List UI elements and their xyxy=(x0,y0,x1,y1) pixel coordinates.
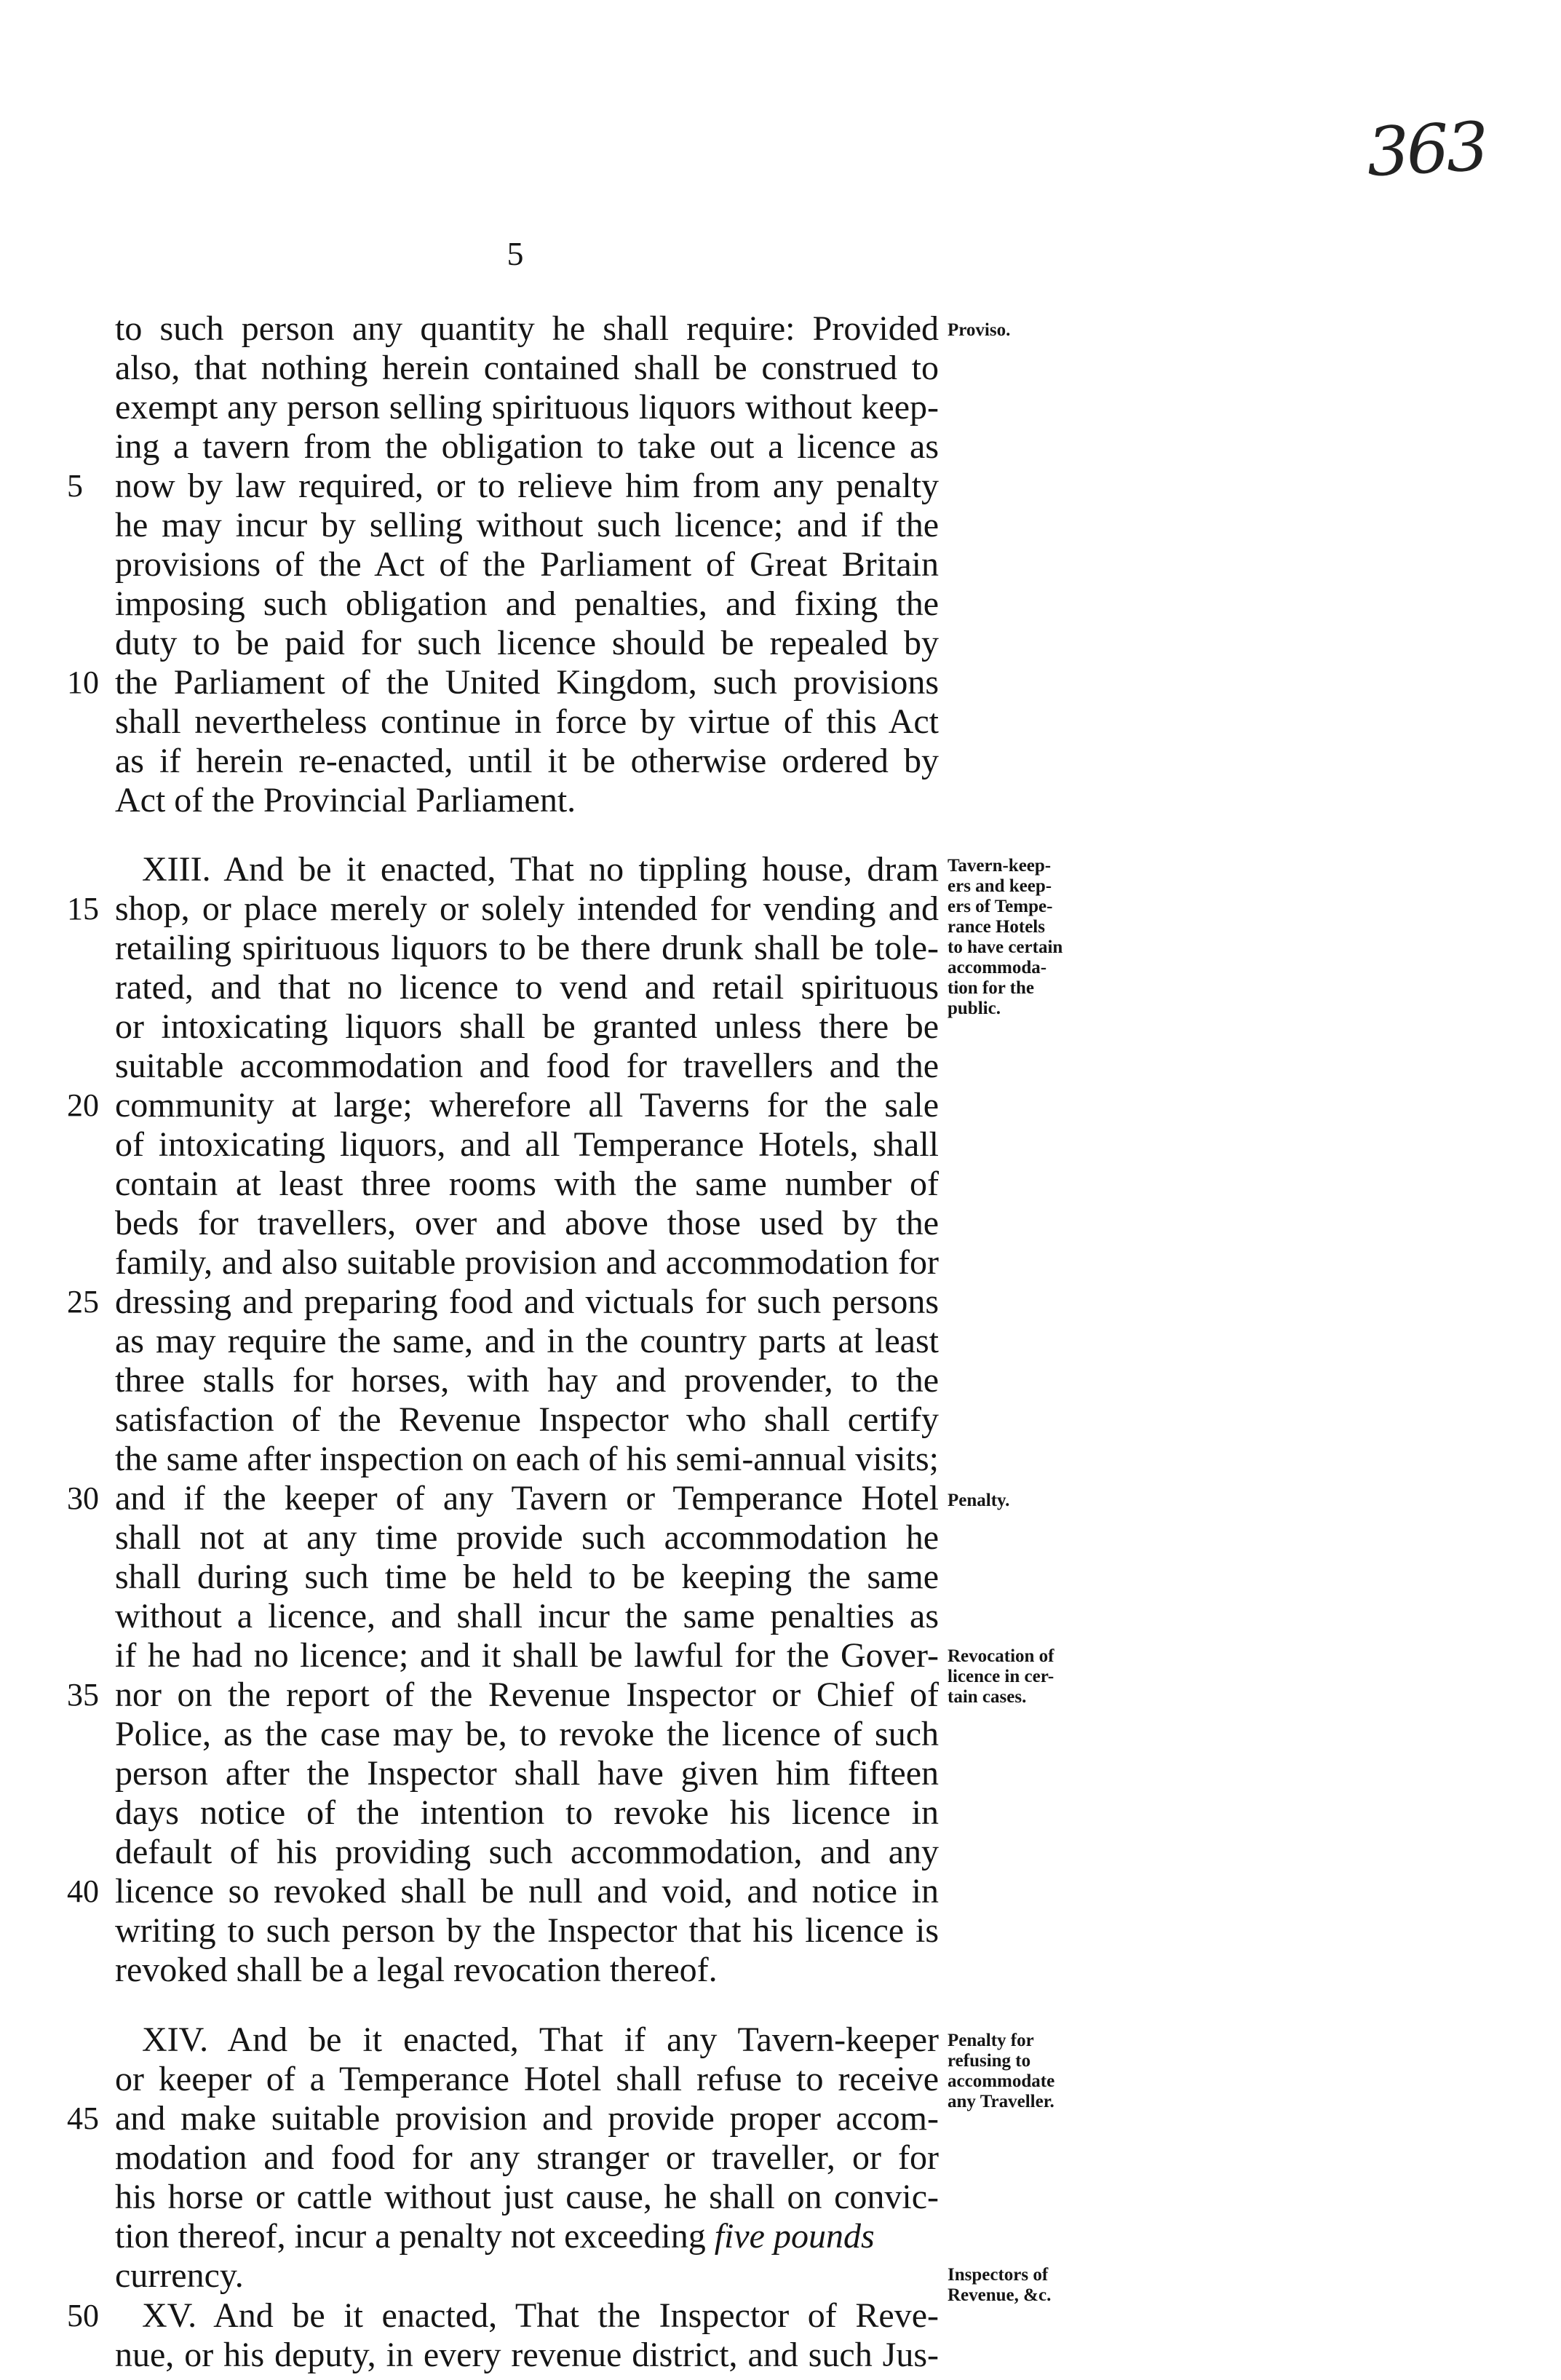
margin-note-line: public. xyxy=(948,999,1001,1018)
text-line: and make suitable provision and provide proper accom- xyxy=(115,2099,939,2138)
text-line: the same after inspection on each of his semi-annual visits; xyxy=(115,1440,939,1478)
margin-note-line: ers and keep- xyxy=(948,876,1052,896)
text-line: suitable accommodation and food for travellers and the xyxy=(115,1047,939,1085)
text-line: dressing and preparing food and victuals for such persons xyxy=(115,1282,939,1321)
text-line: licence so revoked shall be null and void, and notice in xyxy=(115,1872,939,1911)
margin-note-proviso xyxy=(948,320,1093,341)
text-line: provisions of the Act of the Parliament of Great Britain xyxy=(115,545,939,584)
page-number: 5 xyxy=(507,235,524,272)
section-heading-line: XIII. And be it enacted, That no tippling house, dram xyxy=(142,850,939,889)
text-line: default of his providing such accommodation, and any xyxy=(115,1833,939,1871)
line-number: 50 xyxy=(67,2298,99,2333)
line-number: 35 xyxy=(67,1677,99,1713)
line-number: 15 xyxy=(67,891,99,927)
text-line: now by law required, or to relieve him from any penalty xyxy=(115,467,939,505)
margin-note-line: to have certain xyxy=(948,937,1063,957)
margin-note-line: ers of Tempe- xyxy=(948,897,1053,916)
line-number: 5 xyxy=(67,468,83,504)
text-line: days notice of the intention to revoke his licence in xyxy=(115,1793,939,1832)
margin-note-line: Proviso. xyxy=(948,320,1011,340)
text-line: rated, and that no licence to vend and retail spirituous xyxy=(115,968,939,1007)
text-line: of intoxicating liquors, and all Temperance Hotels, shall xyxy=(115,1125,939,1164)
margin-note-line: Tavern-keep- xyxy=(948,856,1052,876)
line-number: 40 xyxy=(67,1873,99,1909)
text-line: Act of the Provincial Parliament. xyxy=(115,781,576,820)
text-line: writing to such person by the Inspector that his licence is xyxy=(115,1911,939,1950)
text-line: or intoxicating liquors shall be granted unless there be xyxy=(115,1007,939,1046)
text-line: family, and also suitable provision and accommodation for xyxy=(115,1243,939,1282)
text-line: person after the Inspector shall have given him fifteen xyxy=(115,1754,939,1793)
text-line: shall not at any time provide such accommodation he xyxy=(115,1518,939,1557)
text-line: nor on the report of the Revenue Inspector or Chief of xyxy=(115,1675,939,1714)
margin-note-line: tain cases. xyxy=(948,1687,1027,1707)
margin-note-line: Inspectors of xyxy=(948,2265,1049,2285)
margin-note-line: refusing to xyxy=(948,2051,1031,2071)
text-line: imposing such obligation and penalties, and fixing the xyxy=(115,584,939,623)
margin-note-line: Revocation of xyxy=(948,1646,1054,1666)
text-line: shop, or place merely or solely intended for vending and xyxy=(115,889,939,928)
margin-note-penalty xyxy=(948,1491,1093,1511)
margin-note-line: any Traveller. xyxy=(948,2092,1054,2111)
text-line: Police, as the case may be, to revoke the licence of such xyxy=(115,1715,939,1753)
text-fragment: tion thereof, incur a penalty not exceeding xyxy=(115,2217,706,2256)
margin-note-line: Revenue, &c. xyxy=(948,2285,1052,2305)
text-line: exempt any person selling spirituous liquors without keep- xyxy=(115,388,939,427)
text-line: the Parliament of the United Kingdom, such provisions xyxy=(115,663,939,702)
text-line: currency. xyxy=(115,2256,244,2295)
text-line: revoked shall be a legal revocation thereof. xyxy=(115,1951,718,1989)
text-line xyxy=(115,2217,875,2256)
text-line: or keeper of a Temperance Hotel shall refuse to receive xyxy=(115,2060,939,2098)
margin-note-revocation xyxy=(948,1646,1093,1707)
line-number: 25 xyxy=(67,1284,99,1320)
text-line: as if herein re-enacted, until it be otherwise ordered by xyxy=(115,742,939,780)
line-number: 30 xyxy=(67,1480,99,1516)
text-line: beds for travellers, over and above those used by the xyxy=(115,1204,939,1242)
text-line: three stalls for horses, with hay and provender, to the xyxy=(115,1361,939,1400)
section-heading-line: XIV. And be it enacted, That if any Tavern-keeper xyxy=(142,2020,939,2059)
text-line: shall nevertheless continue in force by virtue of this Act xyxy=(115,702,939,741)
text-line: to such person any quantity he shall require: Provided xyxy=(115,309,939,348)
text-line: he may incur by selling without such licence; and if the xyxy=(115,506,939,544)
margin-note-line: Penalty. xyxy=(948,1491,1010,1510)
handwritten-folio-number: 363 xyxy=(1365,107,1488,192)
line-number: 10 xyxy=(67,665,99,700)
margin-note-line: licence in cer- xyxy=(948,1667,1054,1686)
text-line: modation and food for any stranger or traveller, or for xyxy=(115,2138,939,2177)
section-heading-line: XV. And be it enacted, That the Inspector of Reve- xyxy=(142,2296,939,2335)
text-line: without a licence, and shall incur the same penalties as xyxy=(115,1597,939,1635)
text-line: community at large; wherefore all Taverns for the sale xyxy=(115,1086,939,1124)
text-line: his horse or cattle without just cause, he shall on convic- xyxy=(115,2178,939,2216)
text-line: and if the keeper of any Tavern or Temperance Hotel xyxy=(115,1479,939,1518)
line-number: 45 xyxy=(67,2101,99,2136)
italic-amount: five pounds xyxy=(714,2217,875,2256)
text-line: satisfaction of the Revenue Inspector who shall certify xyxy=(115,1400,939,1439)
margin-note-penalty-refusing xyxy=(948,2031,1093,2112)
margin-note-line: accommodate xyxy=(948,2071,1055,2091)
margin-note-line: Penalty for xyxy=(948,2031,1034,2050)
margin-note-line: accommoda- xyxy=(948,958,1047,977)
text-line: also, that nothing herein contained shall be construed to xyxy=(115,349,939,387)
text-line: if he had no licence; and it shall be lawful for the Gover- xyxy=(115,1636,939,1675)
margin-note-line: rance Hotels xyxy=(948,917,1045,937)
text-line: as may require the same, and in the country parts at least xyxy=(115,1322,939,1360)
margin-note-tavern-keepers xyxy=(948,856,1093,1019)
text-line: nue, or his deputy, in every revenue district, and such Jus- xyxy=(115,2336,939,2374)
text-line: ing a tavern from the obligation to take out a licence as xyxy=(115,427,939,466)
margin-note-inspectors xyxy=(948,2265,1093,2306)
text-line: shall during such time be held to be keeping the same xyxy=(115,1558,939,1596)
text-line: contain at least three rooms with the same number of xyxy=(115,1165,939,1203)
text-line: duty to be paid for such licence should be repealed by xyxy=(115,624,939,662)
text-line: retailing spirituous liquors to be there drunk shall be tole- xyxy=(115,929,939,967)
line-number: 20 xyxy=(67,1087,99,1123)
margin-note-line: tion for the xyxy=(948,978,1034,998)
